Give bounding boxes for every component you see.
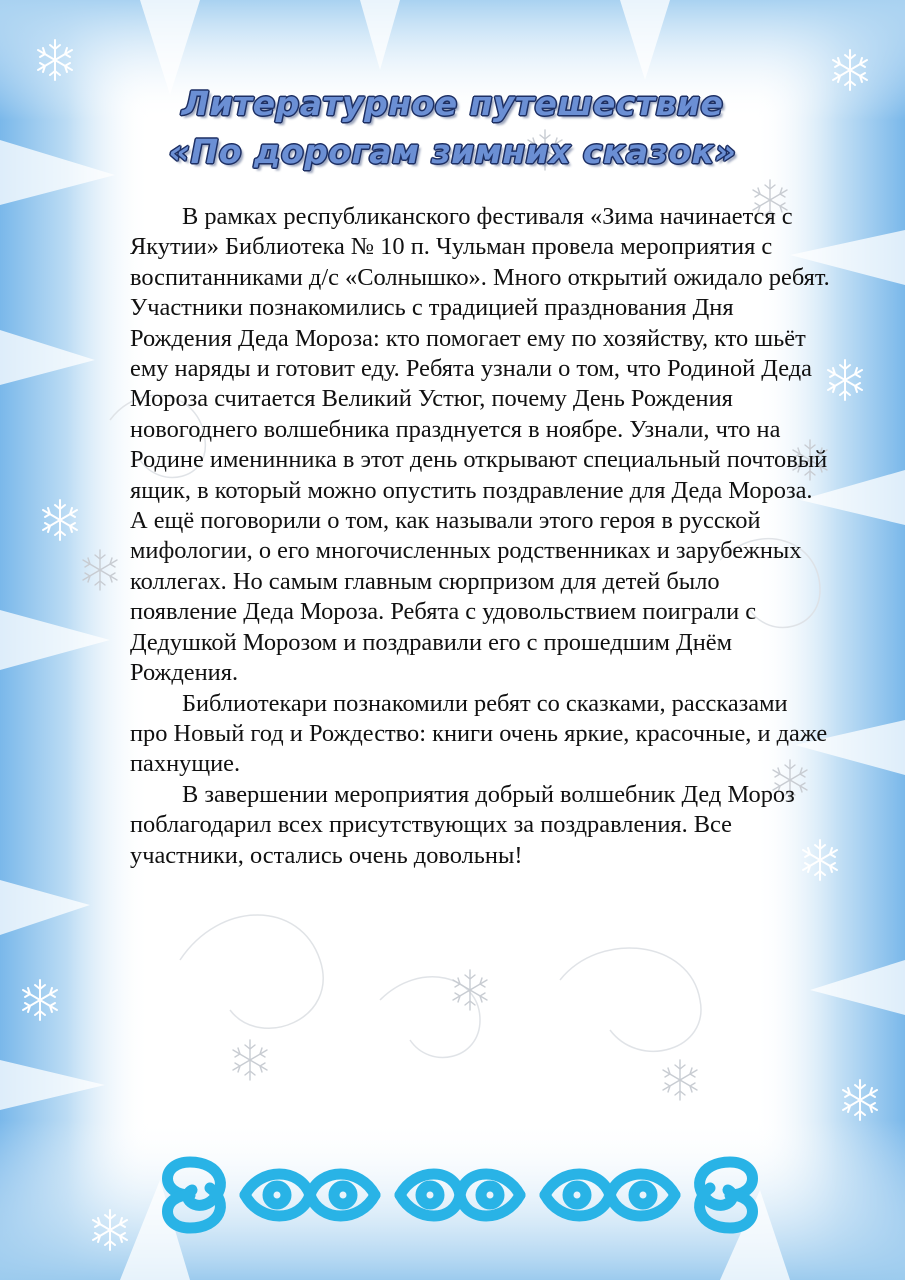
body-paragraph-3: В завершении мероприятия добрый волшебник Дед Мороз поблагодарил всех присутствующих за поздравления. Все участники, остались очень довольны! — [130, 780, 795, 869]
body-paragraph-1: В рамках республиканского фестиваля «Зима начинается с Якутии» Библиотека № 10 п. Чульман провела мероприятия с воспитанниками д/с «Солнышко». Много открытий ожидало ребят. Участники познакомились с традицией празднования Дня Рождения Деда Мороза: кто помогает ему по хозяйству, кто шьёт ему наряды и готовит еду. Ребята узнали о том, что Родиной Деда Мороза считается Великий Устюг, почему День Рождения новогоднего волшебника празднуется в ноябре. Узнали, что на Родине именинника в этот день открывают специальный почтовый ящик, в который можно опустить поздравление для Деда Мороза. А ещё поговорили о том, как называли этого героя в русской мифологии, о его многочисленных родственниках и зарубежных коллегах. Но самым главным сюрпризом для детей было появление Деда Мороза. Ребята с удовольствием поиграли с Дедушкой Морозом и поздравили его с прошедшим Днём Рождения. — [130, 203, 830, 687]
document-title-line-2: «По дорогам зимних сказок» — [168, 132, 737, 171]
document-title-line-1: Литературное путешествие — [181, 84, 724, 123]
body-paragraph-2: Библиотекари познакомили ребят со сказками, рассказами про Новый год и Рождество: книги очень яркие, красочные, и даже пахнущие. — [130, 689, 828, 778]
yakut-ornament-border — [150, 1152, 770, 1238]
document-body — [130, 202, 830, 871]
